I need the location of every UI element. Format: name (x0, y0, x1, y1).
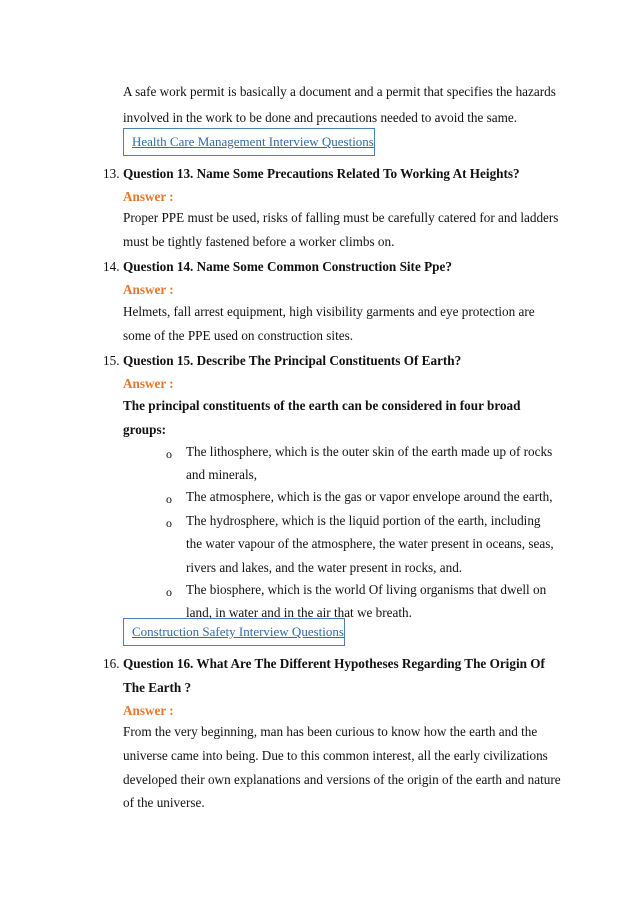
q14-title: Question 14. Name Some Common Construction Site Ppe? (123, 259, 452, 274)
q16-answer-line-1: From the very beginning, man has been curious to know how the earth and the (123, 724, 538, 739)
health-care-link[interactable]: Health Care Management Interview Questions (132, 134, 374, 149)
health-care-link-box[interactable] (123, 128, 375, 156)
q13-answer-line-2: must be tightly fastened before a worker climbs on. (123, 234, 395, 249)
bullet-marker: o (166, 585, 172, 599)
q15-answer-line-2: groups: (123, 422, 166, 437)
q14-number: 14. (103, 259, 120, 274)
q15-answer-label: Answer : (123, 376, 174, 391)
q13-number: 13. (103, 166, 120, 181)
q16-answer-line-3: developed their own explanations and versions of the origin of the earth and nature (123, 772, 561, 787)
q16-title-line-2: The Earth ? (123, 680, 192, 695)
bullet-biosphere-line-2: land, in water and in the air that we breath. (186, 605, 412, 620)
q16-answer-line-4: of the universe. (123, 795, 205, 810)
q15-answer-line-1: The principal constituents of the earth can be considered in four broad (123, 398, 521, 413)
q15-number: 15. (103, 353, 120, 368)
bullet-lithosphere-line-1: The lithosphere, which is the outer skin of the earth made up of rocks (186, 444, 553, 459)
q13-answer-label: Answer : (123, 189, 174, 204)
bullet-biosphere-line-1: The biosphere, which is the world Of living organisms that dwell on (186, 582, 547, 597)
intro-line-1: A safe work permit is basically a document and a permit that specifies the hazards (123, 84, 556, 99)
intro-line-2: involved in the work to be done and precautions needed to avoid the same. (123, 110, 518, 125)
q14-answer-label: Answer : (123, 282, 174, 297)
q16-answer-label: Answer : (123, 703, 174, 718)
bullet-hydrosphere-line-3: rivers and lakes, and the water present in rocks, and. (186, 560, 463, 575)
q13-answer-line-1: Proper PPE must be used, risks of falling must be carefully catered for and ladders (123, 210, 559, 225)
construction-safety-link[interactable]: Construction Safety Interview Questions (132, 624, 344, 639)
bullet-marker: o (166, 516, 172, 530)
bullet-hydrosphere-line-2: the water vapour of the atmosphere, the water present in oceans, seas, (186, 536, 554, 551)
q14-answer-line-2: some of the PPE used on construction sites. (123, 328, 354, 343)
bullet-hydrosphere-line-1: The hydrosphere, which is the liquid portion of the earth, including (186, 513, 541, 528)
bullet-atmosphere: The atmosphere, which is the gas or vapor envelope around the earth, (186, 489, 553, 504)
bullet-marker: o (166, 447, 172, 461)
q14-answer-line-1: Helmets, fall arrest equipment, high visibility garments and eye protection are (123, 304, 535, 319)
q16-answer-line-2: universe came into being. Due to this common interest, all the early civilizations (123, 748, 548, 763)
q16-number: 16. (103, 656, 120, 671)
q15-title: Question 15. Describe The Principal Constituents Of Earth? (123, 353, 462, 368)
bullet-marker: o (166, 492, 172, 506)
bullet-lithosphere-line-2: and minerals, (186, 467, 258, 482)
q13-title: Question 13. Name Some Precautions Related To Working At Heights? (123, 166, 520, 181)
q16-title-line-1: Question 16. What Are The Different Hypotheses Regarding The Origin Of (123, 656, 545, 671)
construction-safety-link-box[interactable] (123, 618, 345, 646)
